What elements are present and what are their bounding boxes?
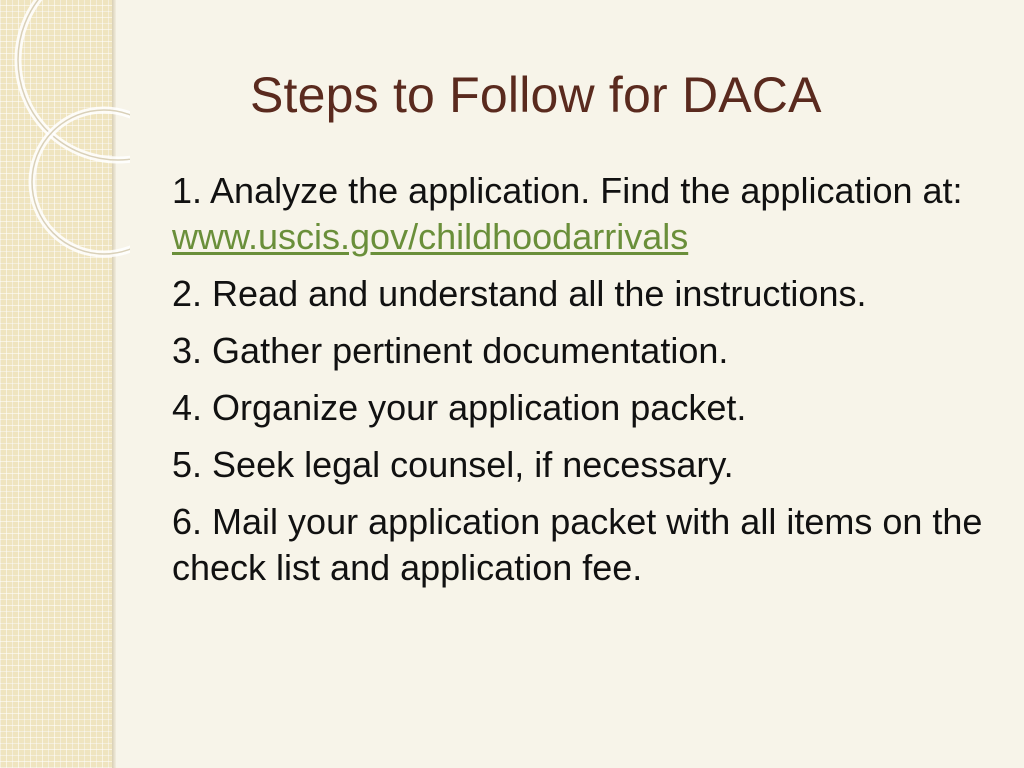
step-text: Analyze the application. Find the application at: xyxy=(210,170,963,211)
step-number: 3. xyxy=(172,330,203,371)
decorative-rings xyxy=(0,0,130,280)
step-5 xyxy=(172,442,1002,488)
step-number: 1. xyxy=(172,170,203,211)
step-number: 6. xyxy=(172,501,203,542)
step-text: Seek legal counsel, if necessary. xyxy=(212,444,734,485)
step-number: 4. xyxy=(172,387,203,428)
steps-list xyxy=(172,168,1002,602)
step-6 xyxy=(172,499,1002,591)
step-3 xyxy=(172,328,1002,374)
decorative-ring-large-outline xyxy=(18,0,130,160)
step-text: Organize your application packet. xyxy=(212,387,747,428)
step-2 xyxy=(172,271,1002,317)
step-number: 2. xyxy=(172,273,203,314)
step-text: Gather pertinent documentation. xyxy=(212,330,729,371)
step-text: Read and understand all the instructions. xyxy=(212,273,867,314)
step-number: 5. xyxy=(172,444,203,485)
uscis-link[interactable]: www.uscis.gov/childhoodarrivals xyxy=(172,216,689,257)
slide-title: Steps to Follow for DACA xyxy=(250,67,822,123)
decorative-ring-large xyxy=(18,0,130,160)
step-text: Mail your application packet with all items on the check list and application fee. xyxy=(172,501,983,588)
step-4 xyxy=(172,385,1002,431)
step-1 xyxy=(172,168,1002,260)
